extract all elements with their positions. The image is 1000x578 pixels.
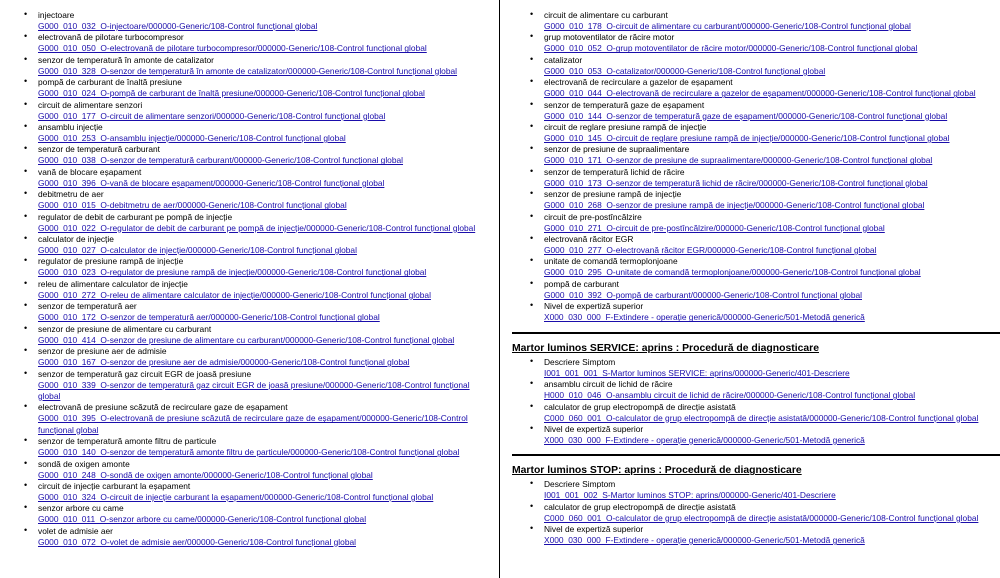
item-link[interactable]: G000_010_052_O-grup motoventilator de răcire motor/000000-Generic/108-Control funcțional global [544,43,918,54]
left-column [22,10,492,548]
list-item [528,122,993,144]
bullet-icon: • [24,255,28,266]
item-link[interactable]: G000_010_032_O-injectoare/000000-Generic/108-Control funcțional global [38,21,318,31]
diagnostic-section [512,332,993,447]
item-link[interactable]: G000_010_053_O-catalizator/000000-Generic/108-Control funcțional global [544,65,826,76]
item-link[interactable]: G000_010_177_O-circuit de alimentare senzori/000000-Generic/108-Control funcțional global [38,110,386,121]
bullet-icon: • [530,400,534,411]
item-link[interactable]: G000_010_140_O-senzor de temperatură amonte filtru de particule/000000-Generic/108-Control funcțional global [38,447,460,458]
bullet-icon: • [530,277,534,288]
list-item [528,189,993,211]
diagnostic-sections [512,332,993,547]
bullet-icon: • [530,233,534,244]
list-item [528,144,993,166]
item-label: sondă de oxigen amonte [38,458,130,469]
item-link[interactable]: G000_010_271_O-circuit de pre-postîncălzire/000000-Generic/108-Control funcțional global [544,222,885,233]
item-link[interactable]: C000_060_001_O-calculator de grup electropompă de direcție asistată/000000-Generic/108-Control funcțional global [544,412,979,423]
bullet-icon: • [24,143,28,154]
item-label: senzor de temperatură gaze de eșapament [544,99,705,110]
list-item [22,459,492,481]
item-link[interactable]: X000_030_000_F-Extindere - operație generică/000000-Generic/501-Metodă generică [544,312,865,323]
item-label: catalizator [544,54,583,65]
item-label: senzor de presiune aer de admisie [38,346,167,357]
bullet-icon: • [530,53,534,64]
section-separator [512,454,1000,456]
item-label: pompă de carburant [544,278,619,289]
bullet-icon: • [24,435,28,446]
item-link[interactable]: C000_060_001_O-calculator de grup electropompă de direcție asistată/000000-Generic/108-Control funcțional global [544,512,979,523]
list-item [528,55,993,77]
list-item [528,167,993,189]
item-link[interactable]: G000_010_171_O-senzor de presiune de supraalimentare/000000-Generic/108-Control funcțional global [544,155,933,166]
bullet-icon: • [24,98,28,109]
item-link[interactable]: G000_010_395_O-electrovană de presiune scăzută de recirculare gaze de eșapament/000000-Generic/108-Control funcțional global [38,413,468,435]
list-item [22,481,492,503]
item-label: calculator de grup electropompă de direcție asistată [544,401,736,412]
list-item [22,324,492,346]
bullet-icon: • [24,277,28,288]
bullet-icon: • [24,345,28,356]
bullet-icon: • [24,524,28,535]
item-link[interactable]: G000_010_272_O-releu de alimentare calculator de injecție/000000-Generic/108-Control funcțional global [38,289,431,300]
bullet-icon: • [530,98,534,109]
bullet-icon: • [530,121,534,132]
item-label: senzor de temperatură aer [38,301,137,312]
list-item [22,100,492,122]
item-label: calculator de grup electropompă de direcție asistată [544,501,736,512]
item-link[interactable]: G000_010_277_O-electrovană răcitor EGR/000000-Generic/108-Control funcțional global [544,245,877,256]
item-label: vană de blocare eșapament [38,166,142,177]
list-item [528,32,993,54]
list-item [22,32,492,54]
item-link[interactable]: X000_030_000_F-Extindere - operație generică/000000-Generic/501-Metodă generică [544,434,865,445]
bullet-icon: • [24,401,28,412]
list-item [528,402,993,424]
list-item [528,357,993,379]
item-label: circuit de alimentare cu carburant [544,10,668,20]
bullet-icon: • [24,188,28,199]
list-item [528,256,993,278]
section-title: Martor luminos STOP: aprins : Procedură de diagnosticare [512,465,802,477]
item-link[interactable]: G000_010_328_O-senzor de temperatură în amonte de catalizator/000000-Generic/108-Control funcțional global [38,65,458,76]
bullet-icon: • [24,502,28,513]
item-link[interactable]: G000_010_145_O-circuit de reglare presiune rampă de injecție/000000-Generic/108-Control funcțional global [544,133,950,144]
list-item [528,379,993,401]
bullet-icon: • [530,188,534,199]
item-label: ansamblu circuit de lichid de răcire [544,379,673,390]
item-link[interactable]: G000_010_295_O-unitate de comandă termoplonjoane/000000-Generic/108-Control funcțional global [544,267,921,278]
bullet-icon: • [530,500,534,511]
list-item [22,256,492,278]
item-link[interactable]: G000_010_339_O-senzor de temperatură gaz circuit EGR de joasă presiune/000000-Generic/108-Control funcțional global [38,379,470,401]
diagnostic-section [512,454,993,546]
bullet-icon: • [530,76,534,87]
bullet-icon: • [530,422,534,433]
item-link[interactable]: G000_010_050_O-electrovană de pilotare turbocompresor/000000-Generic/108-Control funcțional global [38,43,427,54]
item-label: circuit de alimentare senzori [38,99,143,110]
item-link[interactable]: G000_010_044_O-electrovană de recirculare a gazelor de eșapament/000000-Generic/108-Control funcțional global [544,88,976,99]
list-item [528,10,993,32]
bullet-icon: • [530,255,534,266]
item-label: volet de admisie aer [38,525,113,536]
item-link[interactable]: X000_030_000_F-Extindere - operație generică/000000-Generic/501-Metodă generică [544,535,865,546]
left-item-list [22,10,492,548]
list-item [528,524,993,546]
item-label: grup motoventilator de răcire motor [544,32,675,43]
bullet-icon: • [24,9,28,19]
bullet-icon: • [24,31,28,42]
bullet-icon: • [24,457,28,468]
item-link[interactable]: G000_010_172_O-senzor de temperatură aer/000000-Generic/108-Control funcțional global [38,312,380,323]
bullet-icon: • [530,31,534,42]
item-link[interactable]: G000_010_178_O-circuit de alimentare cu carburant/000000-Generic/108-Control funcțional global [544,21,911,31]
list-item [22,212,492,234]
item-label: circuit de injecție carburant la eșapament [38,480,191,491]
item-label: senzor de presiune de supraalimentare [544,144,690,155]
item-link[interactable]: G000_010_253_O-ansamblu injecție/000000-Generic/108-Control funcțional global [38,133,346,144]
item-link[interactable]: G000_010_414_O-senzor de presiune de alimentare cu carburant/000000-Generic/108-Control funcțional global [38,334,455,345]
item-link[interactable]: I001_001_002_S-Martor luminos STOP: aprins/000000-Generic/401-Descriere [544,490,836,501]
list-item [22,526,492,548]
item-link[interactable]: G000_010_038_O-senzor de temperatură carburant/000000-Generic/108-Control funcțional global [38,155,404,166]
section-item-list [528,357,993,447]
list-item [22,346,492,368]
list-item [22,144,492,166]
item-label: injectoare [38,10,75,20]
section-item-list [528,479,993,546]
bullet-icon: • [24,367,28,378]
item-link[interactable]: G000_010_167_O-senzor de presiune aer de admisie/000000-Generic/108-Control funcțional global [38,357,410,368]
item-label: senzor de presiune de alimentare cu carburant [38,323,212,334]
item-link[interactable]: G000_010_324_O-circuit de injecție carburant la eșapament/000000-Generic/108-Control funcțional global [38,491,434,502]
item-link[interactable]: G000_010_144_O-senzor de temperatură gaze de eșapament/000000-Generic/108-Control funcțional global [544,110,948,121]
item-label: ansamblu injecție [38,122,103,133]
bullet-icon: • [24,165,28,176]
item-label: regulator de presiune rampă de injecție [38,256,184,267]
item-label: senzor de temperatură carburant [38,144,160,155]
item-link[interactable]: G000_010_024_O-pompă de carburant de înaltă presiune/000000-Generic/108-Control funcțional global [38,88,425,99]
section-title: Martor luminos SERVICE: aprins : Procedură de diagnosticare [512,342,819,354]
list-item [528,502,993,524]
section-separator [512,332,1000,334]
item-label: debitmetru de aer [38,189,104,200]
list-item [528,234,993,256]
bullet-icon: • [530,9,534,19]
bullet-icon: • [530,378,534,389]
item-link[interactable]: G000_010_023_O-regulator de presiune rampă de injecție/000000-Generic/108-Control funcțional global [38,267,427,278]
bullet-icon: • [24,76,28,87]
item-label: regulator de debit de carburant pe pompă de injecție [38,211,233,222]
item-link[interactable]: G000_010_022_O-regulator de debit de carburant pe pompă de injecție/000000-Generic/108-Control funcțional global [38,222,476,233]
list-item [22,122,492,144]
list-item [528,77,993,99]
item-link[interactable]: G000_010_392_O-pompă de carburant/000000-Generic/108-Control funcțional global [544,289,863,300]
bullet-icon: • [24,53,28,64]
list-item [528,279,993,301]
list-item [22,301,492,323]
list-item [22,167,492,189]
bullet-icon: • [530,478,534,489]
list-item [22,402,492,436]
list-item [22,279,492,301]
item-label: Nivel de expertiză superior [544,423,644,434]
item-link[interactable]: G000_010_248_O-sondă de oxigen amonte/000000-Generic/108-Control funcțional global [38,469,373,480]
item-label: pompă de carburant de înaltă presiune [38,77,182,88]
list-item [528,424,993,446]
bullet-icon: • [530,355,534,366]
list-item [22,77,492,99]
column-divider [499,0,500,578]
item-label: senzor de temperatură lichid de răcire [544,166,685,177]
item-label: Nivel de expertiză superior [544,524,644,535]
bullet-icon: • [530,300,534,311]
item-label: senzor arbore cu came [38,503,124,514]
list-item [22,436,492,458]
bullet-icon: • [530,210,534,221]
item-label: electrovană de presiune scăzută de recirculare gaze de eșapament [38,402,288,413]
bullet-icon: • [24,322,28,333]
item-label: senzor de presiune rampă de injecție [544,189,682,200]
item-link[interactable]: G000_010_268_O-senzor de presiune rampă de injecție/000000-Generic/108-Control funcțional global [544,200,925,211]
item-link[interactable]: G000_010_015_O-debitmetru de aer/000000-Generic/108-Control funcțional global [38,200,347,211]
list-item [22,503,492,525]
list-item [22,189,492,211]
item-label: calculator de injecție [38,234,114,245]
list-item [22,10,492,32]
item-label: senzor de temperatură amonte filtru de particule [38,436,217,447]
item-link[interactable]: G000_010_396_O-vană de blocare eșapament/000000-Generic/108-Control funcțional global [38,177,385,188]
item-link[interactable]: G000_010_011_O-senzor arbore cu came/000000-Generic/108-Control funcțional global [38,514,367,525]
bullet-icon: • [530,165,534,176]
list-item [22,369,492,403]
bullet-icon: • [24,210,28,221]
bullet-icon: • [24,121,28,132]
bullet-icon: • [530,523,534,534]
list-item [528,479,993,501]
item-label: unitate de comandă termoplonjoane [544,256,678,267]
item-label: electrovană răcitor EGR [544,234,634,245]
list-item [528,100,993,122]
right-column [512,9,993,547]
item-link[interactable]: H000_010_046_O-ansamblu circuit de lichid de răcire/000000-Generic/108-Control funcțional global [544,390,916,401]
item-label: senzor de temperatură gaz circuit EGR de joasă presiune [38,368,252,379]
item-label: Nivel de expertiză superior [544,301,644,312]
list-item [528,212,993,234]
item-link[interactable]: I001_001_001_S-Martor luminos SERVICE: aprins/000000-Generic/401-Descriere [544,367,850,378]
list-item [22,55,492,77]
item-label: Descriere Simptom [544,356,616,367]
item-label: circuit de reglare presiune rampă de injecție [544,122,707,133]
item-link[interactable]: G000_010_173_O-senzor de temperatură lichid de răcire/000000-Generic/108-Control funcțional global [544,177,928,188]
item-label: electrovană de recirculare a gazelor de eșapament [544,77,733,88]
item-label: releu de alimentare calculator de injecție [38,278,188,289]
item-label: senzor de temperatură în amonte de catalizator [38,54,214,65]
item-link[interactable]: G000_010_027_O-calculator de injecție/000000-Generic/108-Control funcțional global [38,245,357,256]
item-link[interactable]: G000_010_072_O-volet de admisie aer/000000-Generic/108-Control funcțional global [38,536,356,547]
bullet-icon: • [530,143,534,154]
bullet-icon: • [24,300,28,311]
list-item [22,234,492,256]
item-label: electrovană de pilotare turbocompresor [38,32,184,43]
right-item-list [528,10,993,324]
bullet-icon: • [24,479,28,490]
list-item [528,301,993,323]
bullet-icon: • [24,233,28,244]
item-label: circuit de pre-postîncălzire [544,211,642,222]
item-label: Descriere Simptom [544,479,616,490]
